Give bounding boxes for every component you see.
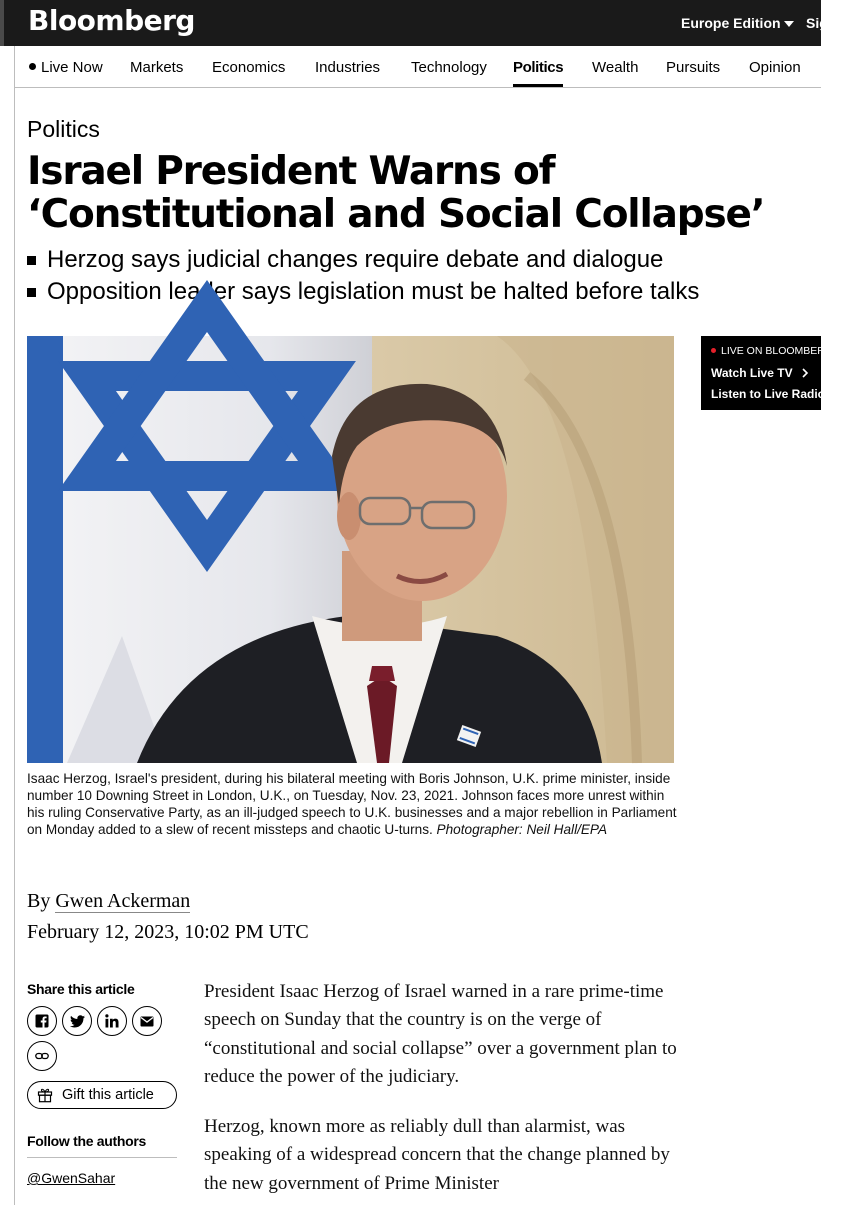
section-nav bbox=[14, 46, 821, 88]
article-headline: Israel President Warns of ‘Constitutional and Social Collapse’ bbox=[27, 149, 765, 237]
copy-link-button[interactable] bbox=[27, 1041, 57, 1071]
watch-live-tv-link[interactable] bbox=[711, 366, 810, 380]
email-icon bbox=[140, 1016, 154, 1027]
share-linkedin-button[interactable] bbox=[97, 1006, 127, 1036]
caption-text: Isaac Herzog, Israel's president, during his bilateral meeting with Boris Johnson, U.K. prime minister, inside number 10 Downing Street in London, U.K., on Tuesday, Nov. 23, 2021. Johnson faces more unrest within his ruling Conservative Party, as an ill-judged speech to U.K. businesses and a major rebellion in Parliament on Monday added to a slew of recent missteps and chaotic U-turns. bbox=[27, 771, 677, 837]
nav-item-label: Live Now bbox=[41, 59, 103, 76]
gift-icon bbox=[37, 1087, 53, 1103]
publish-date: February 12, 2023, 10:02 PM UTC bbox=[27, 921, 309, 943]
chevron-down-icon bbox=[784, 21, 794, 27]
byline-prefix: By bbox=[27, 890, 51, 912]
body-paragraph: Herzog, known more as reliably dull than alarmist, was speaking of a widespread concern that the change planned by the new government of Prime Minister bbox=[204, 1116, 670, 1194]
bullet-square-icon bbox=[27, 288, 36, 297]
bullet-square-icon bbox=[27, 256, 36, 265]
abstract-list bbox=[27, 244, 699, 308]
chevron-right-icon bbox=[800, 368, 810, 378]
byline bbox=[27, 890, 190, 913]
watch-live-tv-label: Watch Live TV bbox=[711, 366, 793, 380]
section-eyebrow[interactable]: Politics bbox=[27, 116, 100, 142]
sign-in-link[interactable]: Sign In bbox=[806, 15, 853, 31]
bloomberg-logo[interactable]: Bloomberg bbox=[28, 4, 195, 37]
follow-divider bbox=[27, 1157, 177, 1158]
follow-authors-title: Follow the authors bbox=[27, 1133, 147, 1149]
nav-item-live-now[interactable] bbox=[29, 59, 103, 76]
abstract-text: Opposition leader says legislation must be halted before talks bbox=[47, 278, 700, 305]
lead-photo-illustration bbox=[27, 336, 674, 763]
article-body bbox=[204, 978, 679, 1220]
nav-item-markets[interactable]: Markets bbox=[130, 59, 184, 76]
gift-article-label: Gift this article bbox=[62, 1087, 154, 1103]
share-email-button[interactable] bbox=[132, 1006, 162, 1036]
edition-label: Europe Edition bbox=[681, 15, 781, 31]
nav-item-pursuits[interactable]: Pursuits bbox=[666, 59, 721, 76]
photo-credit: Photographer: Neil Hall/EPA bbox=[436, 822, 608, 837]
top-bar bbox=[0, 0, 853, 46]
edition-selector[interactable] bbox=[681, 15, 794, 31]
facebook-icon bbox=[35, 1014, 49, 1028]
nav-item-industries[interactable]: Industries bbox=[315, 59, 381, 76]
live-dot-icon bbox=[29, 63, 36, 70]
link-icon bbox=[35, 1051, 49, 1061]
linkedin-icon bbox=[105, 1014, 119, 1028]
nav-item-technology[interactable]: Technology bbox=[411, 59, 487, 76]
live-label bbox=[711, 345, 833, 357]
lead-photo[interactable] bbox=[27, 336, 674, 763]
nav-item-wealth[interactable]: Wealth bbox=[592, 59, 639, 76]
abstract-item bbox=[27, 244, 699, 276]
top-bar-edge bbox=[0, 0, 4, 46]
nav-item-opinion[interactable]: Opinion bbox=[749, 59, 801, 76]
author-twitter-handle[interactable]: @GwenSahar bbox=[27, 1170, 116, 1186]
live-on-bloomberg-box bbox=[701, 336, 834, 410]
listen-live-radio-link[interactable]: Listen to Live Radio bbox=[711, 387, 826, 401]
live-dot-icon bbox=[711, 348, 716, 353]
abstract-item bbox=[27, 276, 699, 308]
share-facebook-button[interactable] bbox=[27, 1006, 57, 1036]
author-link[interactable]: Gwen Ackerman bbox=[55, 890, 191, 912]
live-label-text: LIVE ON BLOOMBERG bbox=[721, 345, 834, 357]
body-paragraph: President Isaac Herzog of Israel warned in a rare prime-time speech on Sunday that the country is on the verge of “constitutional and social collapse” over a government plan to reduce the power of the judiciary. bbox=[204, 981, 677, 1087]
nav-item-politics[interactable]: Politics bbox=[513, 59, 564, 76]
photo-caption bbox=[27, 770, 677, 838]
abstract-text: Herzog says judicial changes require debate and dialogue bbox=[47, 246, 664, 273]
nav-item-economics[interactable]: Economics bbox=[212, 59, 286, 76]
gift-article-button[interactable] bbox=[27, 1081, 177, 1109]
share-title: Share this article bbox=[27, 981, 135, 997]
share-twitter-button[interactable] bbox=[62, 1006, 92, 1036]
twitter-icon bbox=[70, 1015, 85, 1028]
left-divider bbox=[14, 88, 15, 1205]
